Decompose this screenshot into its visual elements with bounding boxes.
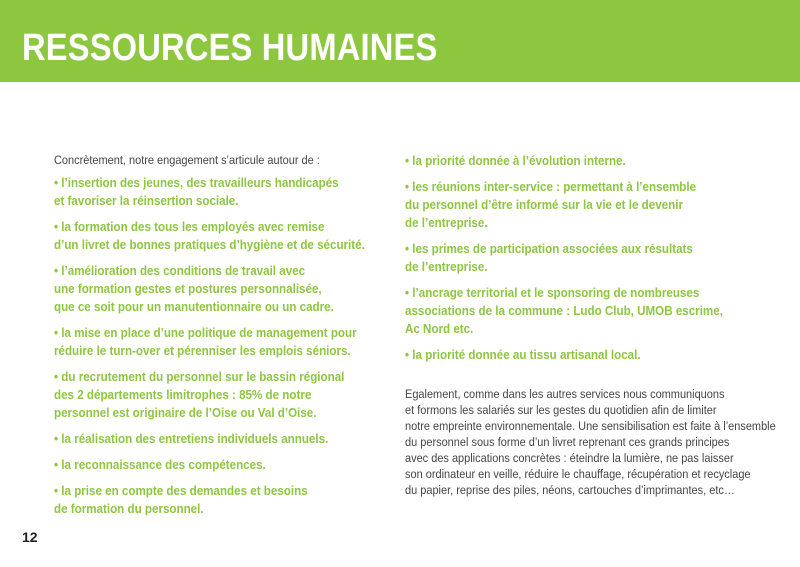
list-item-line: • la réalisation des entretiens individuels annuels.: [54, 431, 329, 446]
list-item: [54, 456, 358, 474]
paragraph-line: Egalement, comme dans les autres services nous communiquons: [405, 387, 725, 401]
list-item-line: de formation du personnel.: [54, 501, 204, 516]
list-item-line: • l’amélioration des conditions de travail avec: [54, 263, 306, 278]
list-item: [405, 346, 731, 364]
list-item: [54, 324, 358, 360]
list-item-line: • les réunions inter-service : permettant à l’ensemble: [405, 179, 697, 194]
intro-text: Concrètement, notre engagement s’articule autour de :: [54, 153, 320, 167]
environment-paragraph: [405, 386, 776, 498]
list-item: [54, 218, 365, 254]
right-column: [405, 152, 775, 498]
list-item-line: d’un livret de bonnes pratiques d’hygiène et de sécurité.: [54, 237, 365, 252]
list-item: [54, 482, 358, 518]
list-item-line: personnel est originaire de l’Oise ou Val d’Oise.: [54, 405, 317, 420]
paragraph-line: et formons les salariés sur les gestes du quotidien afin de limiter: [405, 403, 717, 417]
header-banner: [0, 0, 800, 82]
paragraph-line: avec des applications concrètes : éteindre la lumière, ne pas laisser: [405, 451, 734, 465]
list-item-line: • la reconnaissance des compétences.: [54, 457, 266, 472]
list-item-line: • la priorité donnée au tissu artisanal local.: [405, 347, 641, 362]
paragraph-line: son ordinateur en veille, réduire le chauffage, récupération et recyclage: [405, 467, 751, 481]
list-item-line: une formation gestes et postures personnalisée,: [54, 281, 322, 296]
list-item-line: que ce soit pour un manutentionnaire ou un cadre.: [54, 299, 334, 314]
list-item-line: réduire le turn-over et pérenniser les emplois séniors.: [54, 343, 351, 358]
list-item: [54, 262, 358, 316]
list-item-line: • l’insertion des jeunes, des travailleurs handicapés: [54, 175, 339, 190]
left-column: [54, 152, 399, 526]
paragraph-line: du papier, reprise des piles, néons, cartouches d’imprimantes, etc…: [405, 483, 735, 497]
list-item: [405, 240, 731, 276]
list-item: [54, 368, 358, 422]
paragraph-line: du personnel sous forme d’un livret reprenant ces grands principes: [405, 435, 730, 449]
list-item-line: de l’entreprise.: [405, 215, 488, 230]
list-item: [405, 284, 731, 338]
list-item-line: du personnel d’être informé sur la vie et le devenir: [405, 197, 683, 212]
list-item-line: • les primes de participation associées aux résultats: [405, 241, 693, 256]
list-item: [54, 430, 358, 448]
list-item: [405, 178, 731, 232]
list-item-line: et favoriser la réinsertion sociale.: [54, 193, 239, 208]
paragraph-line: notre empreinte environnementale. Une sensibilisation est faite à l’ensemble: [405, 419, 776, 433]
list-item-line: • l’ancrage territorial et le sponsoring de nombreuses: [405, 285, 700, 300]
list-item-line: • la formation des tous les employés avec remise: [54, 219, 325, 234]
list-item-line: Ac Nord etc.: [405, 321, 474, 336]
list-item-line: • la priorité donnée à l’évolution interne.: [405, 153, 626, 168]
list-item-line: associations de la commune : Ludo Club, UMOB escrime,: [405, 303, 723, 318]
page-title: RESSOURCES HUMAINES: [22, 27, 438, 69]
list-item-line: de l’entreprise.: [405, 259, 488, 274]
list-item-line: des 2 départements limitrophes : 85% de notre: [54, 387, 312, 402]
list-item: [405, 152, 731, 170]
list-item-line: • la mise en place d’une politique de management pour: [54, 325, 357, 340]
list-item-line: • du recrutement du personnel sur le bassin régional: [54, 369, 345, 384]
list-item-line: • la prise en compte des demandes et besoins: [54, 483, 308, 498]
list-item: [54, 174, 358, 210]
page-number: 12: [22, 529, 38, 545]
